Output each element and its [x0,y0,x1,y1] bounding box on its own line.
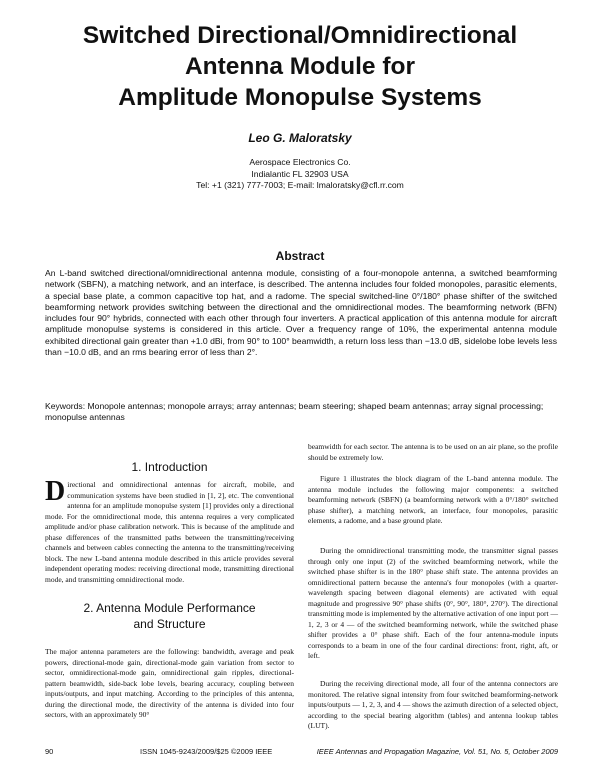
abstract-text: An L-band switched directional/omnidirectional antenna module, consisting of a four-monopole antenna, a switched beamforming network (SBFN), a matching network, and an interface, is described. The antenna includes four folded monopoles, parasitic elements, a special base plate, a common capacitive top hat, and a radome. The special switched-line 0°/180° phase shifter of the switched beamforming network provides switching between the directional and the omnidirectional modes. The beamforming network (BFN) includes four 90° hybrids, connected with each other through four inverters. A practical application of this antenna module for aircraft amplitude monopulse systems is considered in this article. Over a frequency range of 10%, the experimental antenna module exhibited directional gain greater than +1.0 dBi, from 90° to 100° beamwidth, a return loss less than −13.0 dB, sidelobe lobe levels less than −10.0 dB, and an rms bearing error of less than 2°. [45,268,557,358]
intro-paragraph: irectional and omnidirectional antennas for aircraft, mobile, and communication systems have been studied in [1, 2], etc. The conventional antenna for an amplitude monopulse system [1] provides only a directional mode. For the omnidirectional mode, this antenna requires a very complicated amplitude and/or phase calibration network. This is because of the amplitude and phase differences of the transmitted paths between the transmitting/receiving channels and between cables connecting the antenna to the transmitting/receiving block. The new L-band antenna module described in this article provides several independent operating modes: receiving directional mode, transmitting directional mode, and transmitting omnidirectional mode. [45,480,294,584]
title-line-1: Switched Directional/Omnidirectional [82,22,518,49]
affiliation-org: Aerospace Electronics Co. [249,157,351,167]
section-1-heading: 1. Introduction [131,460,208,474]
section-2-heading [45,600,294,632]
abstract-heading: Abstract [275,249,325,263]
affiliation-contact: Tel: +1 (321) 777-7003; E-mail: lmaloratsky@cfl.rr.com [196,180,404,190]
section-2-paragraph: The major antenna parameters are the following: bandwidth, average and peak powers, directional-mode gain, directional-mode gain variation from sector to sector, omnidirectional-mode gain, omnidirectional gain ripples, directional-pattern beamwidth, side-back lobe levels, bearing accuracy, coupling between inputs/outputs, and input matching. According to the principles of this antenna, during the directional mode, the directivity of the antenna is divided into four sectors, with an approximately 90° [45,647,294,719]
journal-citation: IEEE Antennas and Propagation Magazine, Vol. 51, No. 5, October 2009 [316,747,558,756]
affiliation-city: Indialantic FL 32903 USA [251,168,349,179]
right-paragraph-2: Figure 1 illustrates the block diagram of the L-band antenna module. The antenna module includes the following major components: a switched beamforming network (SBFN) (a beamforming network with a 0°/180° switched phase shifter), a matching network, an interface, four monopoles, parasitic elements, a radome, and a base ground plate. [308,474,558,525]
section-2-body [45,647,294,721]
page-number: 90 [45,747,54,756]
author-name: Leo G. Maloratsky [248,131,352,145]
right-column-p3 [308,546,558,662]
title-line-3: Amplitude Monopulse Systems [118,84,482,111]
right-paragraph-4: During the receiving directional mode, all four of the antenna connectors are monitored. The relative signal intensity from four switched beamforming-network inputs/outputs — 1, 2, 3, and 4 — shows the azimuth direction of a selected object, according to the special bearing algorithm (tables) and antenna lookup tables (LUT). [308,679,558,730]
right-paragraph-1: beamwidth for each sector. The antenna is to be used on an air plane, so the profile should be extremely low. [308,442,558,462]
section-2-heading-line-1: 2. Antenna Module Performance [83,601,256,615]
author-affiliation [0,157,600,192]
intro-drop-cap: D [45,476,66,507]
right-column-p1 [308,442,558,463]
section-2-heading-line-2: and Structure [133,617,206,631]
paper-title [40,20,560,113]
section-1-body [45,476,294,585]
keywords: Keywords: Monopole antennas; monopole arrays; array antennas; beam steering; shaped beam antennas; array signal processing; monopulse antennas [45,401,544,423]
issn-line: ISSN 1045-9243/2009/$25 ©2009 IEEE [140,747,273,756]
title-line-2: Antenna Module for [184,53,415,80]
right-column-p4 [308,679,558,732]
right-column-p2 [308,474,558,527]
right-paragraph-3: During the omnidirectional transmitting mode, the transmitter signal passes through only one input (2) of the switched beamforming network, while the switched phase shifter is in the 180° phase shift state. The antenna provides an omnidirectional pattern because the antenna's four monopoles (with a quarter-wavelength spacing between diagonal elements) are activated with equal magnitude and progressive 90° phase shifts (0°, 90°, 180°, 270°). The directional transmitting mode is implemented by the alternative activation of one input port — 1, 2, 3 or 4 — of the switched beamforming network, while the switched phase shifter provides a 0° phase shift. Each of the four antenna-module inputs corresponds to a beam in one of the four cardinal directions: front, right, aft, or left. [308,546,558,660]
